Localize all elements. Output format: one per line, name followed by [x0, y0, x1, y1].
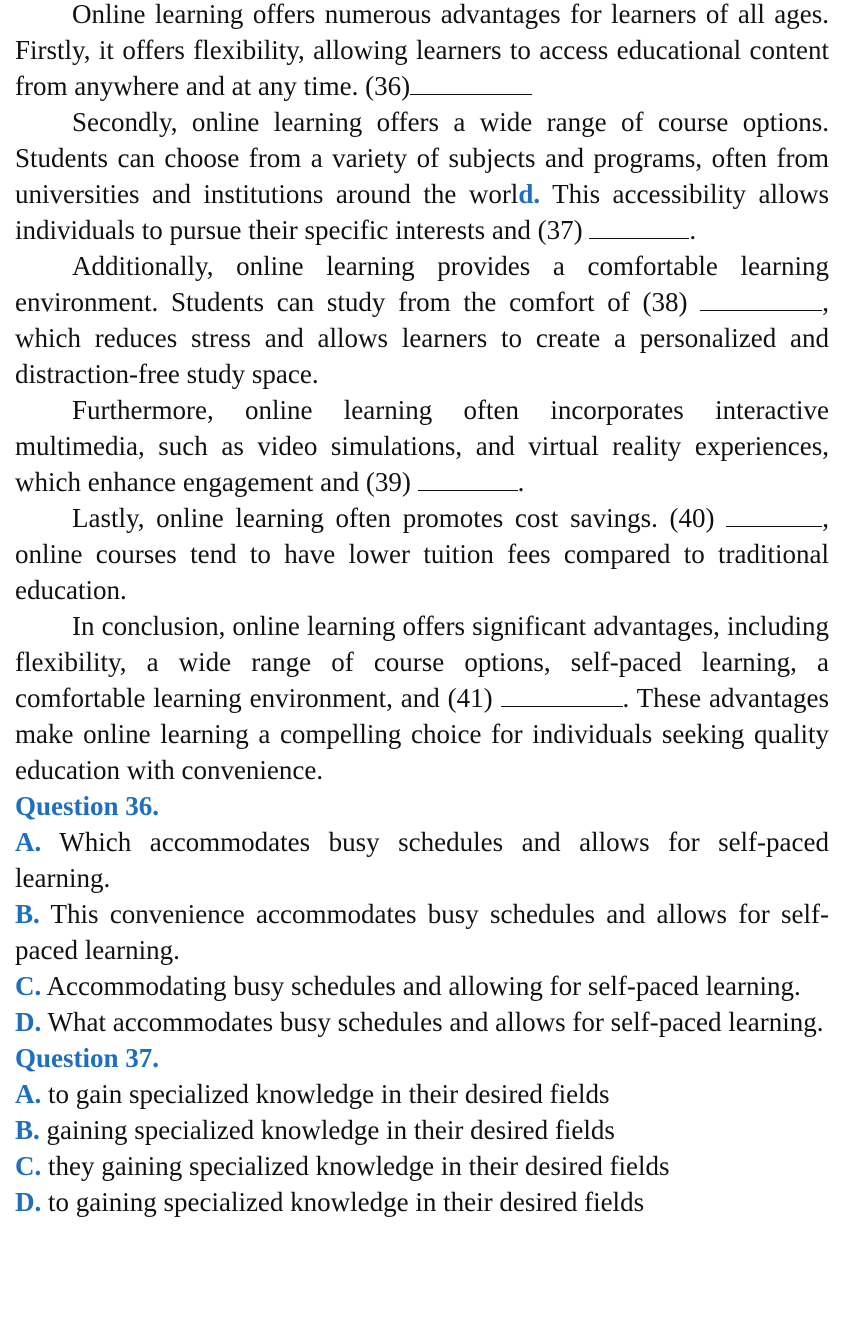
- answer-blank-37: [589, 214, 689, 239]
- passage-paragraph-2: [15, 104, 829, 248]
- question-36: [15, 788, 829, 1040]
- paragraph-text: Additionally, online learning provides a comfortable learning environment. Students can study from the comfort of (38): [15, 251, 829, 317]
- option-text: to gain specialized knowledge in their desired fields: [41, 1079, 610, 1109]
- answer-option-c[interactable]: [15, 1148, 829, 1184]
- paragraph-text: Furthermore, online learning often incorporates interactive multimedia, such as video simulations, and virtual reality experiences, which enhance engagement and (39): [15, 395, 829, 497]
- answer-option-d[interactable]: [15, 1004, 829, 1040]
- paragraph-text: . These advantages make online learning a compelling choice for individuals seeking quality education with convenience.: [15, 683, 829, 785]
- answer-option-a[interactable]: [15, 824, 829, 896]
- option-text: Accommodating busy schedules and allowing for self-paced learning.: [41, 971, 801, 1001]
- paragraph-text: Lastly, online learning often promotes cost savings. (40): [72, 503, 727, 533]
- answer-blank-41: [501, 682, 623, 707]
- passage-paragraph-6: [15, 608, 829, 788]
- answer-blank-40: [726, 502, 822, 527]
- paragraph-text: In conclusion, online learning offers significant advantages, including flexibility, a wide range of course options, self-paced learning, a comfortable learning environment, and (41): [15, 611, 829, 713]
- answer-option-c[interactable]: [15, 968, 829, 1004]
- answer-blank-36: [410, 70, 532, 95]
- paragraph-text: , online courses tend to have lower tuition fees compared to traditional education.: [15, 503, 829, 605]
- answer-option-a[interactable]: [15, 1076, 829, 1112]
- option-text: What accommodates busy schedules and allows for self-paced learning.: [41, 1007, 824, 1037]
- paragraph-text: This accessibility allows individuals to pursue their specific interests and (37): [15, 179, 829, 245]
- answer-option-d[interactable]: [15, 1184, 829, 1220]
- option-letter: A.: [15, 1079, 42, 1109]
- paragraph-text: Secondly, online learning offers a wide range of course options. Students can choose from a variety of subjects and programs, often from universities and institutions around the worl: [15, 107, 829, 209]
- answer-blank-38: [700, 286, 822, 311]
- option-letter: C.: [15, 1151, 42, 1181]
- option-text: gaining specialized knowledge in their desired fields: [39, 1115, 615, 1145]
- question-37: [15, 1040, 829, 1220]
- answer-blank-39: [418, 466, 518, 491]
- question-heading: Question 36.: [15, 791, 160, 821]
- highlighted-text: d.: [518, 179, 541, 209]
- paragraph-text: , which reduces stress and allows learners to create a personalized and distraction-free study space.: [15, 287, 829, 389]
- passage-paragraph-4: [15, 392, 829, 500]
- question-heading: Question 37.: [15, 1043, 160, 1073]
- option-letter: D.: [15, 1187, 42, 1217]
- option-letter: A.: [15, 827, 42, 857]
- passage-paragraph-1: [15, 0, 829, 104]
- option-text: to gaining specialized knowledge in their desired fields: [41, 1187, 645, 1217]
- option-text: they gaining specialized knowledge in their desired fields: [41, 1151, 670, 1181]
- option-text: This convenience accommodates busy schedules and allows for self-paced learning.: [15, 899, 829, 965]
- option-letter: B.: [15, 899, 40, 929]
- option-letter: C.: [15, 971, 42, 1001]
- answer-option-b[interactable]: [15, 896, 829, 968]
- paragraph-text: Online learning offers numerous advantages for learners of all ages. Firstly, it offers flexibility, allowing learners to access educational content from anywhere and at any time. (36): [15, 0, 829, 101]
- option-letter: B.: [15, 1115, 40, 1145]
- passage-paragraph-5: [15, 500, 829, 608]
- option-letter: D.: [15, 1007, 42, 1037]
- paragraph-text: .: [517, 467, 525, 497]
- option-text: Which accommodates busy schedules and allows for self-paced learning.: [15, 827, 829, 893]
- answer-option-b[interactable]: [15, 1112, 829, 1148]
- passage-paragraph-3: [15, 248, 829, 392]
- paragraph-text: .: [689, 215, 697, 245]
